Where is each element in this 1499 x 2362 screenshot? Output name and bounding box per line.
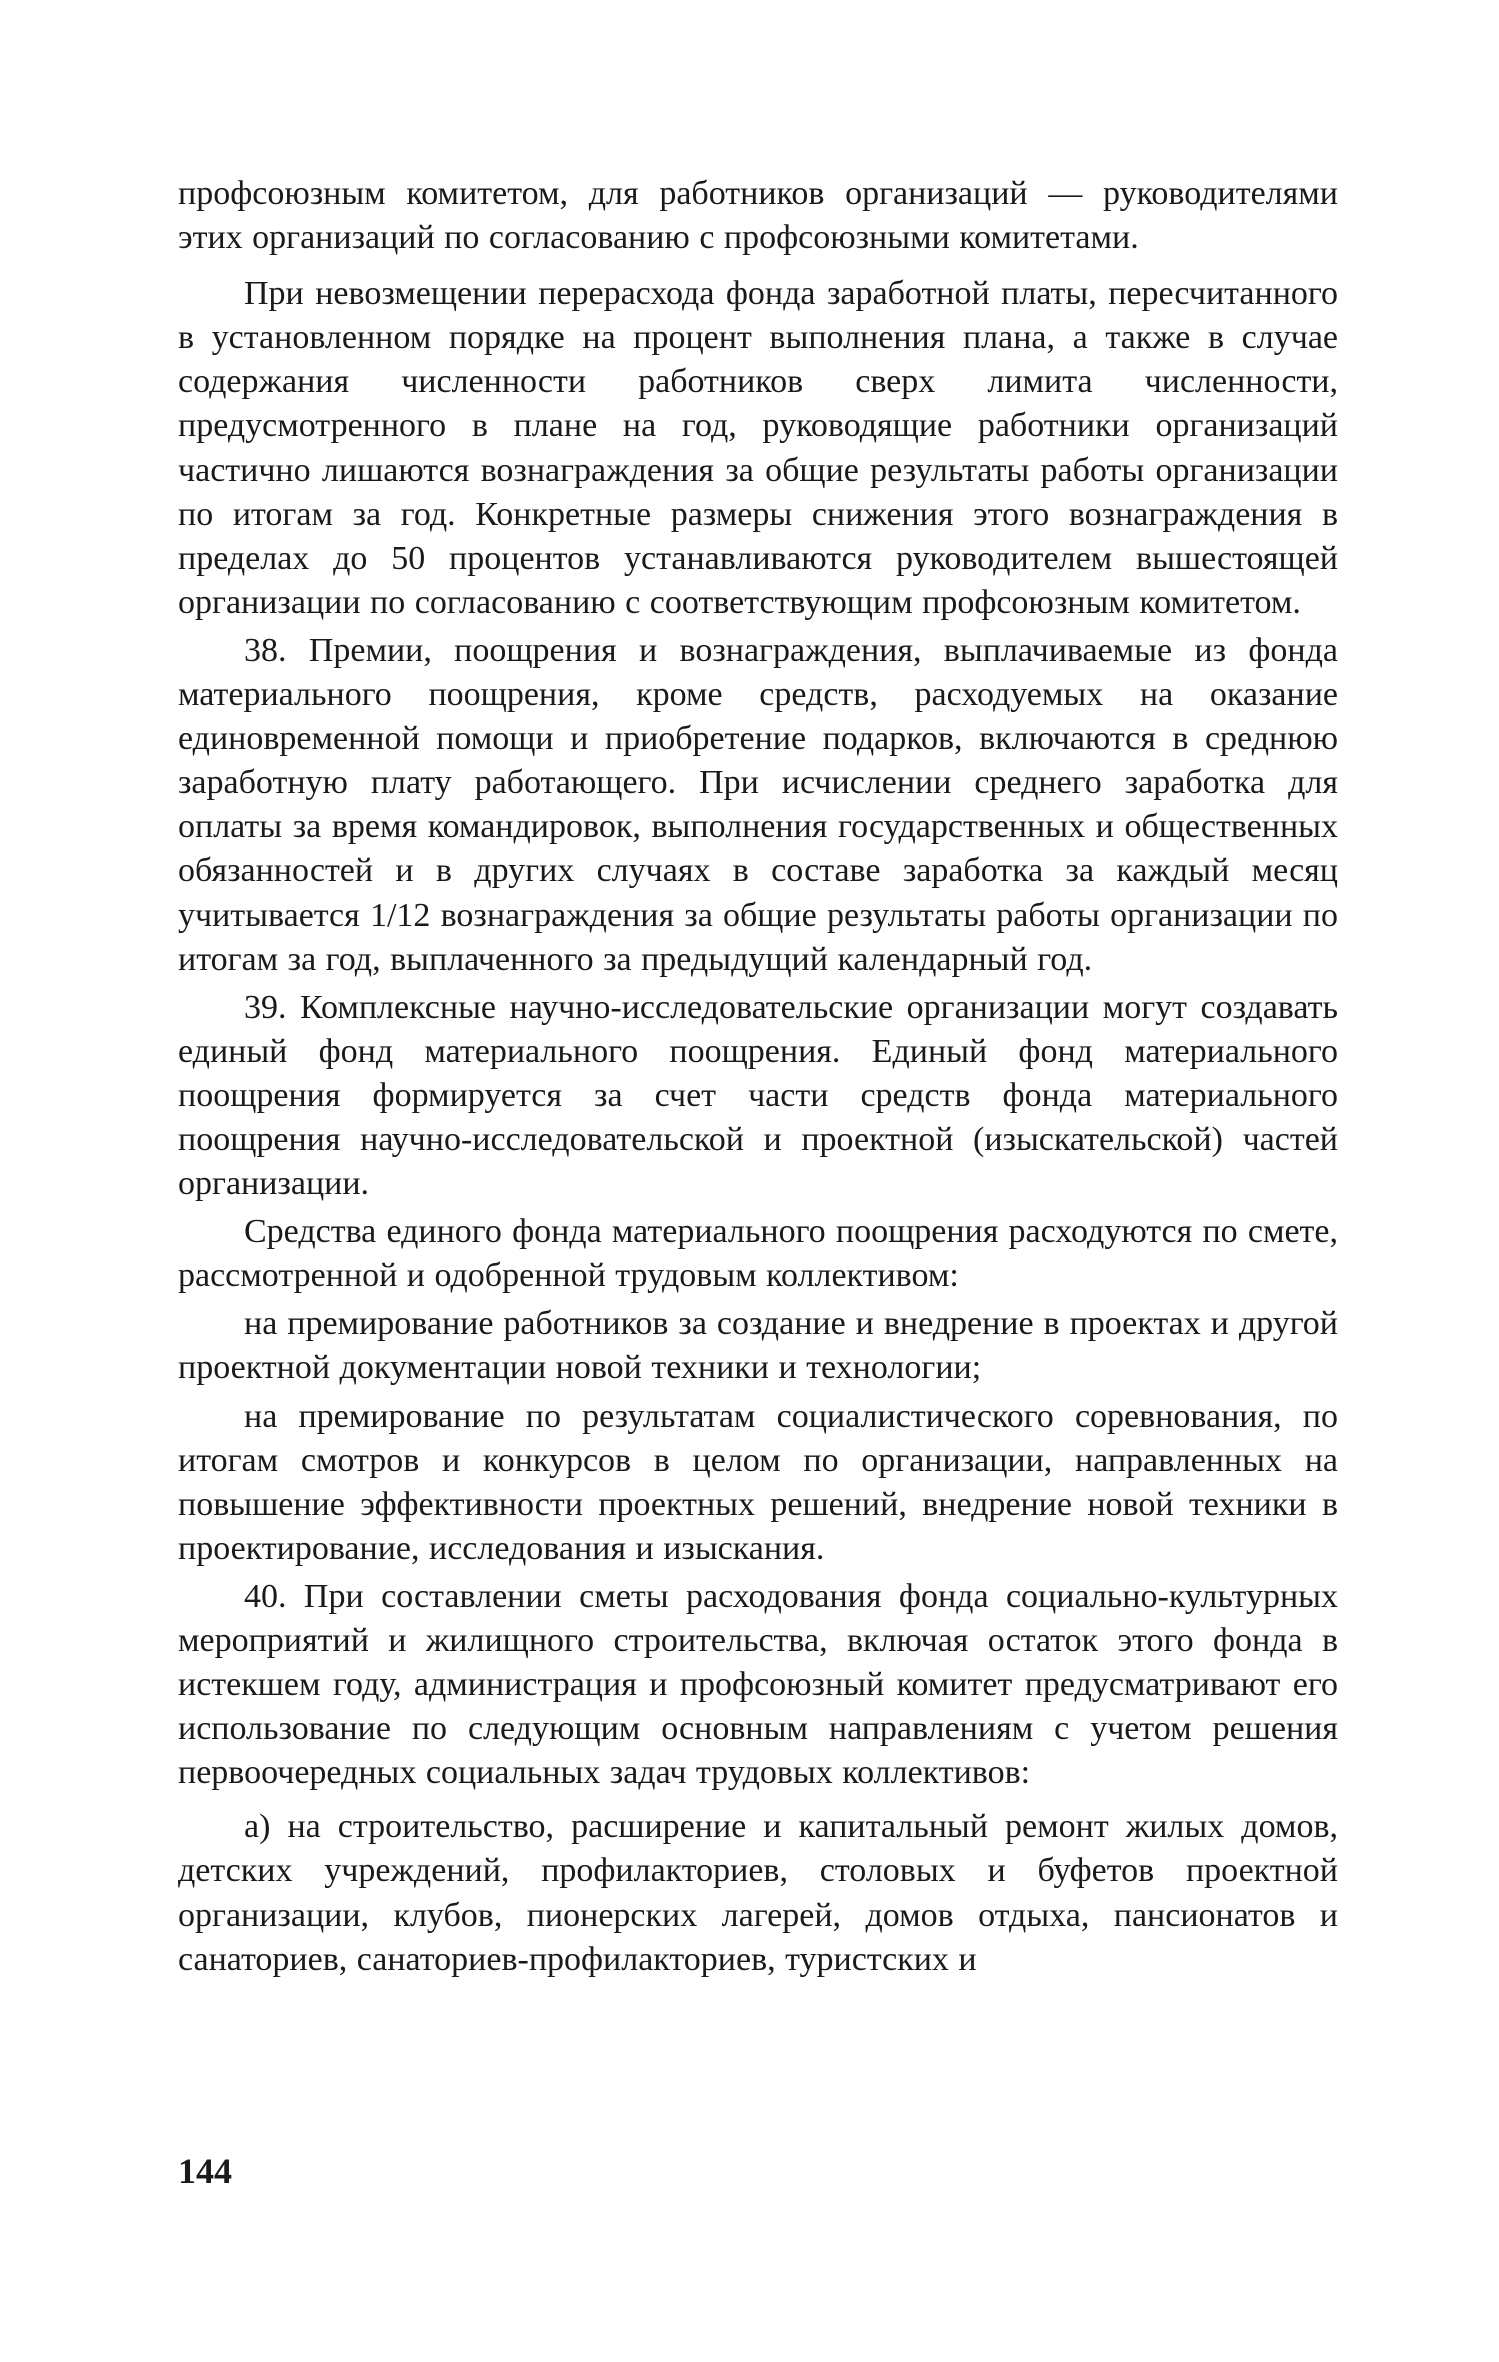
paragraph-unified-fund: Средства единого фонда материального поощрения расходуются по смете, рассмотренной и одобренной трудовым коллективом: <box>178 1213 1338 1295</box>
paragraph-subitem-a: а) на строительство, расширение и капитальный ремонт жилых домов, детских учреждений, профилакториев, столовых и буфетов проектной организации, клубов, пионерских лагерей, домов отдыха, пансионатов и санаториев, санаториев-профилакториев, туристских и <box>178 1808 1338 1978</box>
page-number: 144 <box>178 2151 232 2191</box>
body-text <box>178 172 1338 1986</box>
paragraph-continuation: профсоюзным комитетом, для работников организаций — руководителями этих организаций по согласованию с профсоюзными комитетами. <box>178 175 1338 257</box>
paragraph-item-40: 40. При составлении сметы расходования фонда социально-культурных мероприятий и жилищного строительства, включая остаток этого фонда в истекшем году, администрация и профсоюзный комитет предусматривают его использование по следующим основным направлениям с учетом решения первоочередных социальных задач трудовых коллективов: <box>178 1577 1338 1792</box>
paragraph-overspend: При невозмещении перерасхода фонда заработной платы, пересчитанного в установленном порядке на процент выполнения плана, а также в случае содержания численности работников сверх лимита численности, предусмотренного в плане на год, руководящие работники организаций частично лишаются вознаграждения за общие результаты работы организации по итогам за год. Конкретные размеры снижения этого вознаграждения в пределах до 50 процентов устанавливаются руководителем вышестоящей организации по согласованию с соответствующим профсоюзным комитетом. <box>178 275 1338 621</box>
paragraph-bonus-projects: на премирование работников за создание и внедрение в проектах и другой проектной документации новой техники и технологии; <box>178 1305 1338 1387</box>
paragraph-item-39: 39. Комплексные научно-исследовательские организации могут создавать единый фонд материального поощрения. Единый фонд материального поощрения формируется за счет части средств фонда материального поощрения научно-исследовательской и проектной (изыскательской) частей организации. <box>178 988 1338 1203</box>
paragraph-bonus-competition: на премирование по результатам социалистического соревнования, по итогам смотров и конкурсов в целом по организации, направленных на повышение эффективности проектных решений, внедрение новой техники в проектирование, исследования и изыскания. <box>178 1397 1338 1567</box>
paragraph-item-38: 38. Премии, поощрения и вознаграждения, выплачиваемые из фонда материального поощрения, кроме средств, расходуемых на оказание единовременной помощи и приобретение подарков, включаются в среднюю заработную плату работающего. При исчислении среднего заработка для оплаты за время командировок, выполнения государственных и общественных обязанностей и в других случаях в составе заработка за каждый месяц учитывается 1/12 вознаграждения за общие результаты работы организации по итогам за год, выплаченного за предыдущий календарный год. <box>178 631 1338 978</box>
